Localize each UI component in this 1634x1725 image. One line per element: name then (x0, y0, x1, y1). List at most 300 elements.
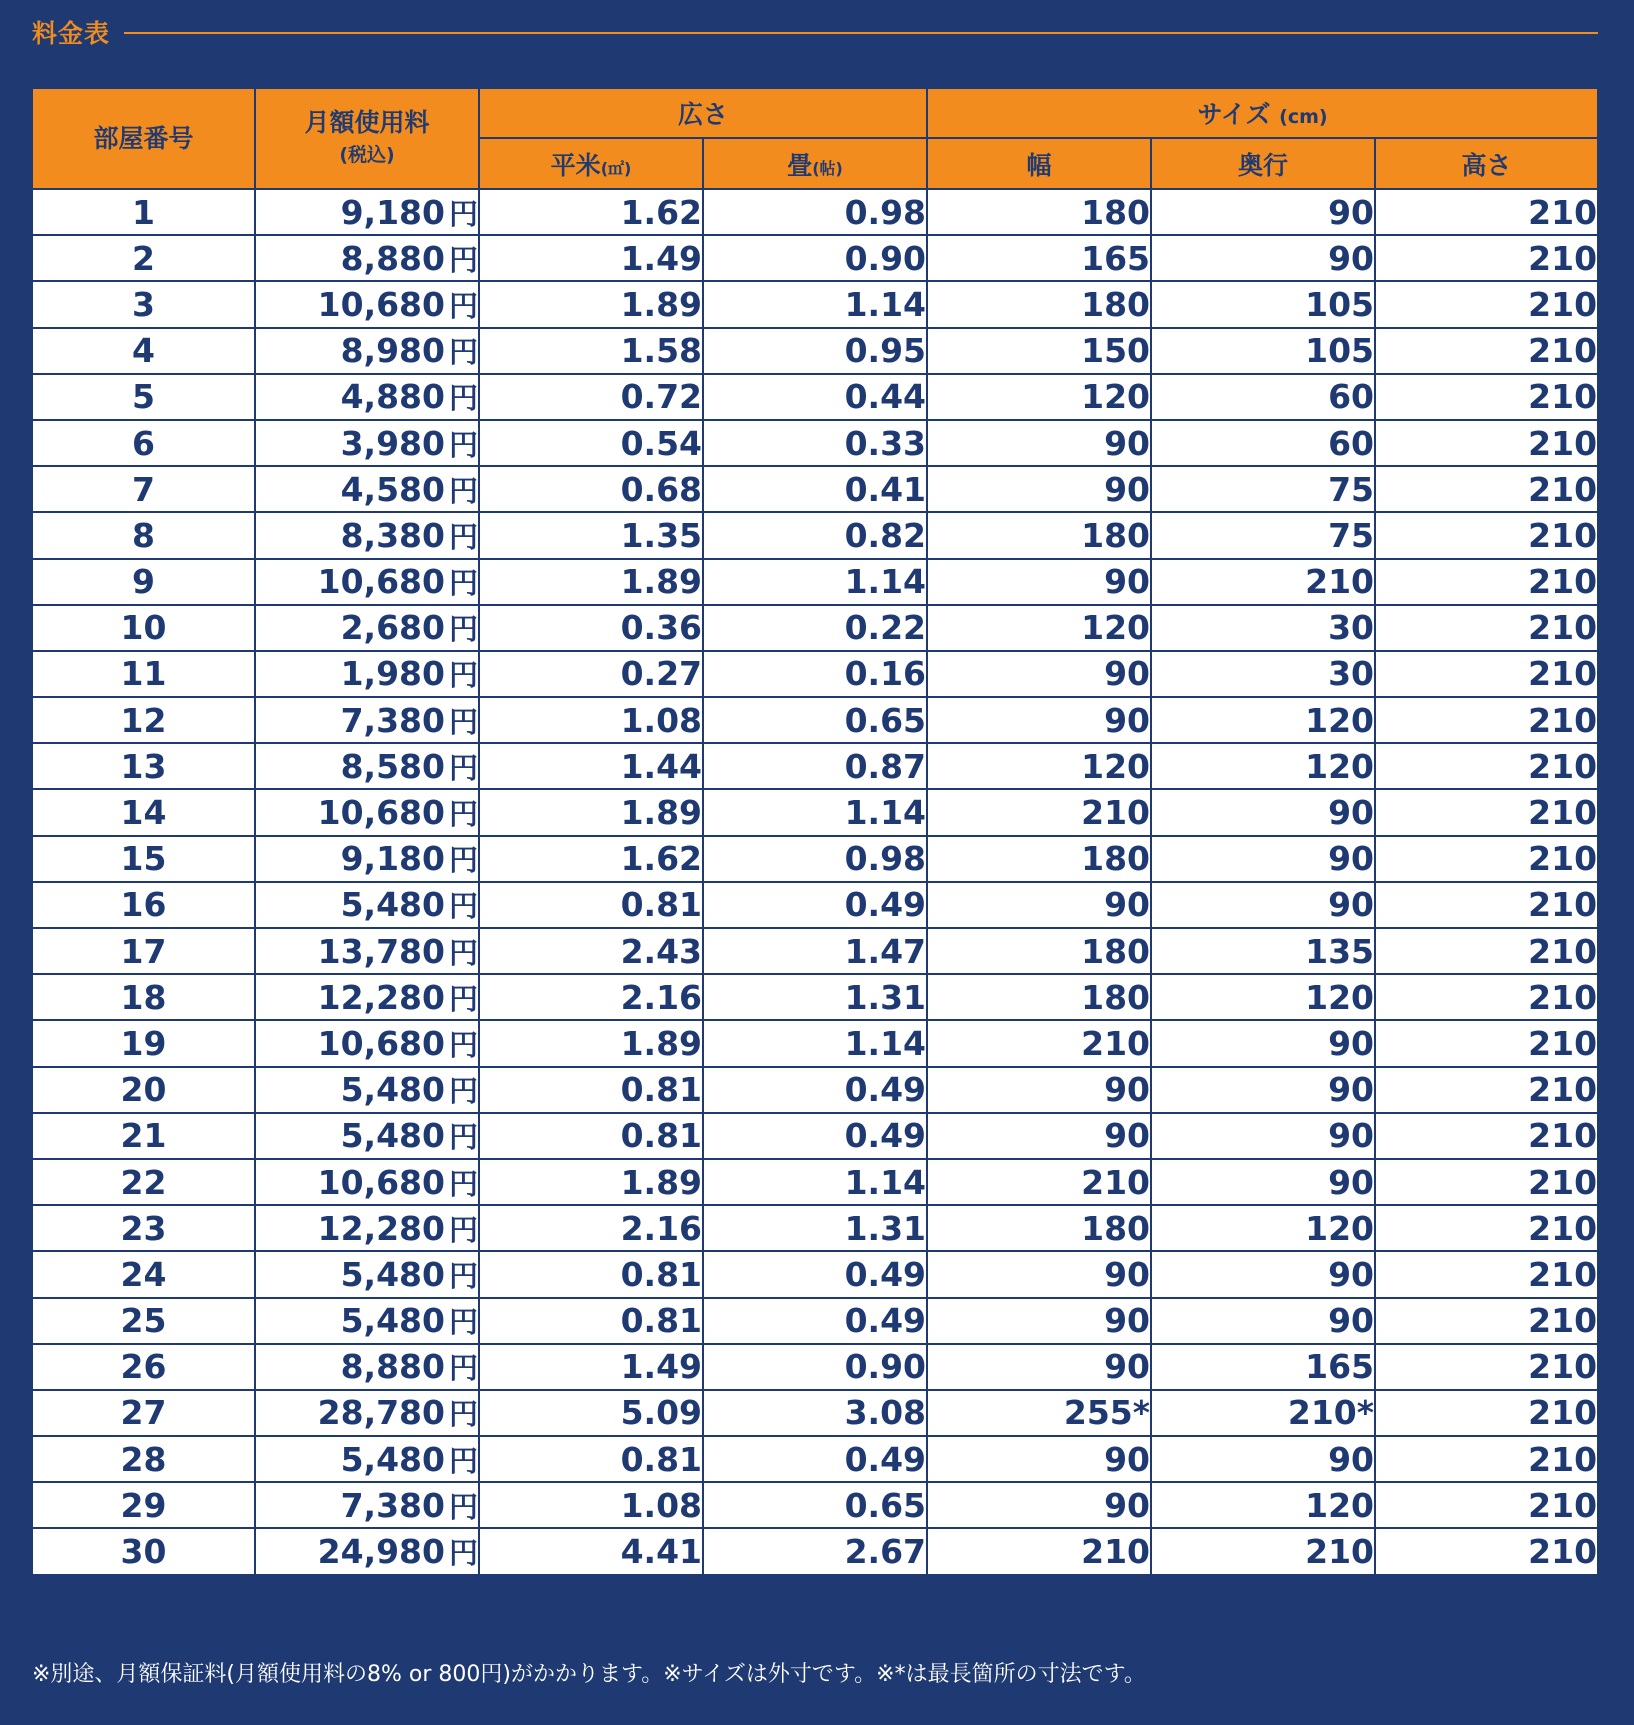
cell-depth (1151, 651, 1375, 697)
cell-width (927, 974, 1151, 1020)
cell-tatami (703, 743, 927, 789)
tatami-value: 0.98 (844, 839, 927, 879)
cell-width (927, 1020, 1151, 1066)
sqm-value: 0.68 (620, 469, 702, 509)
table-row (32, 189, 1598, 235)
cell-fee (255, 1205, 479, 1251)
cell-depth (1151, 974, 1375, 1020)
width-value: 210 (1081, 1023, 1151, 1063)
header-room-label: 部屋番号 (93, 123, 194, 153)
header-sqm-label: 平米 (550, 150, 601, 180)
height-value: 210 (1528, 1208, 1598, 1248)
cell-fee (255, 1482, 479, 1528)
header-height (1375, 138, 1598, 189)
room-value: 30 (120, 1532, 167, 1572)
cell-width (927, 1344, 1151, 1390)
height-value: 210 (1528, 700, 1598, 740)
currency-label: 円 (448, 1212, 478, 1247)
width-value: 255* (1063, 1393, 1151, 1433)
table-row (32, 466, 1598, 512)
currency-label: 円 (448, 519, 478, 554)
cell-fee (255, 1344, 479, 1390)
width-value: 120 (1081, 746, 1151, 786)
cell-tatami (703, 374, 927, 420)
cell-height (1375, 928, 1598, 974)
cell-tatami (703, 1067, 927, 1113)
width-value: 90 (1104, 885, 1151, 925)
cell-sqm (479, 420, 703, 466)
depth-value: 120 (1305, 1208, 1375, 1248)
width-value: 90 (1104, 469, 1151, 509)
cell-depth (1151, 466, 1375, 512)
tatami-value: 0.33 (844, 423, 927, 463)
cell-tatami (703, 1344, 927, 1390)
sqm-value: 0.81 (620, 1116, 702, 1156)
currency-label: 円 (448, 427, 478, 462)
table-row (32, 743, 1598, 789)
cell-room (32, 235, 255, 281)
cell-tatami (703, 1020, 927, 1066)
fee-value: 5,480 (340, 885, 445, 925)
cell-height (1375, 882, 1598, 928)
height-value: 210 (1528, 1532, 1598, 1572)
cell-tatami (703, 1251, 927, 1297)
cell-depth (1151, 1436, 1375, 1482)
depth-value: 120 (1305, 1485, 1375, 1525)
tatami-value: 1.47 (844, 931, 927, 971)
cell-depth (1151, 697, 1375, 743)
height-value: 210 (1528, 377, 1598, 417)
table-row (32, 559, 1598, 605)
fee-value: 5,480 (340, 1070, 445, 1110)
width-value: 180 (1081, 515, 1151, 555)
sqm-value: 0.81 (620, 885, 702, 925)
header-height-label: 高さ (1461, 150, 1512, 180)
depth-value: 90 (1328, 192, 1375, 232)
cell-depth (1151, 1113, 1375, 1159)
cell-height (1375, 789, 1598, 835)
cell-fee (255, 974, 479, 1020)
cell-room (32, 1205, 255, 1251)
table-row (32, 697, 1598, 743)
height-value: 210 (1528, 885, 1598, 925)
cell-width (927, 1482, 1151, 1528)
currency-label: 円 (448, 196, 478, 231)
cell-sqm (479, 1067, 703, 1113)
header-width-label: 幅 (1026, 150, 1052, 180)
cell-room (32, 1344, 255, 1390)
cell-fee (255, 1298, 479, 1344)
cell-tatami (703, 882, 927, 928)
sqm-value: 1.89 (620, 562, 702, 602)
cell-tatami (703, 235, 927, 281)
header-size (927, 88, 1598, 138)
cell-room (32, 328, 255, 374)
fee-value: 3,980 (340, 423, 445, 463)
cell-width (927, 697, 1151, 743)
cell-room (32, 1436, 255, 1482)
fee-value: 12,280 (317, 977, 445, 1017)
header-tatami-label: 畳 (787, 150, 813, 180)
cell-sqm (479, 1113, 703, 1159)
depth-value: 90 (1328, 1439, 1375, 1479)
cell-tatami (703, 281, 927, 327)
tatami-value: 0.49 (844, 1070, 927, 1110)
cell-room (32, 743, 255, 789)
sqm-value: 1.58 (620, 331, 702, 371)
fee-value: 4,880 (340, 377, 445, 417)
cell-width (927, 1528, 1151, 1574)
fee-value: 8,980 (340, 331, 445, 371)
cell-depth (1151, 420, 1375, 466)
room-value: 7 (132, 469, 155, 509)
cell-tatami (703, 1436, 927, 1482)
width-value: 90 (1104, 423, 1151, 463)
cell-sqm (479, 697, 703, 743)
fee-value: 9,180 (340, 192, 445, 232)
room-value: 27 (120, 1393, 167, 1433)
sqm-value: 0.81 (620, 1301, 702, 1341)
table-row (32, 974, 1598, 1020)
tatami-value: 3.08 (844, 1393, 927, 1433)
currency-label: 円 (448, 1166, 478, 1201)
cell-tatami (703, 789, 927, 835)
cell-height (1375, 1344, 1598, 1390)
sqm-value: 0.81 (620, 1439, 702, 1479)
width-value: 180 (1081, 284, 1151, 324)
width-value: 210 (1081, 1162, 1151, 1202)
room-value: 20 (120, 1070, 167, 1110)
header-size-label: サイズ (1197, 100, 1271, 129)
fee-value: 8,880 (340, 1347, 445, 1387)
room-value: 13 (120, 746, 167, 786)
table-row (32, 1205, 1598, 1251)
fee-value: 5,480 (340, 1301, 445, 1341)
fee-value: 5,480 (340, 1254, 445, 1294)
sqm-value: 1.89 (620, 1023, 702, 1063)
cell-depth (1151, 1020, 1375, 1066)
cell-height (1375, 605, 1598, 651)
room-value: 16 (120, 885, 167, 925)
height-value: 210 (1528, 931, 1598, 971)
width-value: 90 (1104, 1070, 1151, 1110)
table-row (32, 374, 1598, 420)
currency-label: 円 (448, 658, 478, 693)
header-depth-label: 奥行 (1238, 150, 1289, 180)
cell-room (32, 651, 255, 697)
sqm-value: 1.49 (620, 1347, 702, 1387)
depth-value: 90 (1328, 1116, 1375, 1156)
currency-label: 円 (448, 566, 478, 601)
cell-room (32, 1528, 255, 1574)
height-value: 210 (1528, 608, 1598, 648)
fee-value: 5,480 (340, 1439, 445, 1479)
cell-room (32, 928, 255, 974)
width-value: 180 (1081, 1208, 1151, 1248)
tatami-value: 0.49 (844, 1116, 927, 1156)
tatami-value: 0.90 (844, 238, 927, 278)
fee-value: 7,380 (340, 1485, 445, 1525)
cell-depth (1151, 559, 1375, 605)
table-row (32, 281, 1598, 327)
fee-value: 10,680 (317, 284, 445, 324)
cell-tatami (703, 928, 927, 974)
cell-width (927, 466, 1151, 512)
cell-sqm (479, 651, 703, 697)
height-value: 210 (1528, 562, 1598, 602)
sqm-value: 1.08 (620, 700, 702, 740)
height-value: 210 (1528, 1023, 1598, 1063)
width-value: 210 (1081, 793, 1151, 833)
currency-label: 円 (448, 1120, 478, 1155)
cell-sqm (479, 974, 703, 1020)
cell-fee (255, 1159, 479, 1205)
width-value: 120 (1081, 377, 1151, 417)
table-row (32, 1298, 1598, 1344)
table-row (32, 1159, 1598, 1205)
width-value: 90 (1104, 562, 1151, 602)
cell-fee (255, 836, 479, 882)
depth-value: 120 (1305, 746, 1375, 786)
fee-value: 12,280 (317, 1208, 445, 1248)
room-value: 12 (120, 700, 167, 740)
currency-label: 円 (448, 1351, 478, 1386)
cell-sqm (479, 1298, 703, 1344)
sqm-value: 1.89 (620, 1162, 702, 1202)
title-divider (124, 32, 1598, 34)
table-row (32, 928, 1598, 974)
cell-fee (255, 1020, 479, 1066)
sqm-value: 1.62 (620, 192, 702, 232)
page-title: 料金表 (32, 19, 111, 48)
depth-value: 120 (1305, 977, 1375, 1017)
height-value: 210 (1528, 1162, 1598, 1202)
cell-sqm (479, 466, 703, 512)
cell-width (927, 328, 1151, 374)
fee-value: 1,980 (340, 654, 445, 694)
width-value: 90 (1104, 1485, 1151, 1525)
depth-value: 210* (1287, 1393, 1375, 1433)
cell-width (927, 1390, 1151, 1436)
table-row (32, 836, 1598, 882)
header-row-top (32, 88, 1598, 138)
cell-room (32, 420, 255, 466)
cell-sqm (479, 1390, 703, 1436)
cell-room (32, 1020, 255, 1066)
height-value: 210 (1528, 423, 1598, 463)
cell-fee (255, 235, 479, 281)
room-value: 26 (120, 1347, 167, 1387)
fee-value: 10,680 (317, 562, 445, 602)
sqm-value: 0.27 (620, 654, 702, 694)
currency-label: 円 (448, 1027, 478, 1062)
cell-width (927, 1205, 1151, 1251)
sqm-value: 1.89 (620, 284, 702, 324)
cell-fee (255, 743, 479, 789)
currency-label: 円 (448, 335, 478, 370)
room-value: 11 (120, 654, 167, 694)
tatami-value: 0.65 (844, 700, 927, 740)
cell-room (32, 1482, 255, 1528)
cell-depth (1151, 1482, 1375, 1528)
table-header (32, 88, 1598, 189)
table-row (32, 1344, 1598, 1390)
cell-fee (255, 512, 479, 558)
cell-fee (255, 281, 479, 327)
table-row (32, 605, 1598, 651)
depth-value: 90 (1328, 839, 1375, 879)
cell-height (1375, 1436, 1598, 1482)
height-value: 210 (1528, 1116, 1598, 1156)
height-value: 210 (1528, 746, 1598, 786)
cell-sqm (479, 281, 703, 327)
table-row (32, 1113, 1598, 1159)
height-value: 210 (1528, 839, 1598, 879)
tatami-value: 0.49 (844, 1439, 927, 1479)
fee-value: 24,980 (317, 1532, 445, 1572)
room-value: 4 (132, 331, 155, 371)
width-value: 180 (1081, 977, 1151, 1017)
cell-height (1375, 189, 1598, 235)
depth-value: 30 (1328, 654, 1375, 694)
cell-width (927, 1436, 1151, 1482)
tatami-value: 1.31 (844, 1208, 927, 1248)
cell-depth (1151, 882, 1375, 928)
cell-fee (255, 1390, 479, 1436)
tatami-value: 0.65 (844, 1485, 927, 1525)
depth-value: 90 (1328, 1254, 1375, 1294)
cell-sqm (479, 1528, 703, 1574)
sqm-value: 1.89 (620, 793, 702, 833)
cell-sqm (479, 789, 703, 835)
cell-fee (255, 789, 479, 835)
cell-sqm (479, 1251, 703, 1297)
table-row (32, 1251, 1598, 1297)
cell-depth (1151, 605, 1375, 651)
cell-depth (1151, 374, 1375, 420)
tatami-value: 1.14 (844, 1023, 927, 1063)
cell-room (32, 974, 255, 1020)
cell-fee (255, 651, 479, 697)
cell-width (927, 1113, 1151, 1159)
room-value: 23 (120, 1208, 167, 1248)
tatami-value: 1.31 (844, 977, 927, 1017)
currency-label: 円 (448, 704, 478, 739)
cell-depth (1151, 512, 1375, 558)
width-value: 90 (1104, 654, 1151, 694)
currency-label: 円 (448, 473, 478, 508)
cell-room (32, 559, 255, 605)
cell-room (32, 1390, 255, 1436)
depth-value: 90 (1328, 885, 1375, 925)
cell-height (1375, 281, 1598, 327)
depth-value: 210 (1305, 562, 1375, 602)
depth-value: 210 (1305, 1532, 1375, 1572)
fee-value: 8,880 (340, 238, 445, 278)
cell-room (32, 1251, 255, 1297)
cell-height (1375, 1159, 1598, 1205)
tatami-value: 0.49 (844, 1254, 927, 1294)
sqm-value: 2.16 (620, 977, 702, 1017)
cell-tatami (703, 651, 927, 697)
cell-depth (1151, 1298, 1375, 1344)
header-depth (1151, 138, 1375, 189)
cell-fee (255, 559, 479, 605)
height-value: 210 (1528, 1254, 1598, 1294)
height-value: 210 (1528, 1485, 1598, 1525)
cell-width (927, 789, 1151, 835)
cell-width (927, 189, 1151, 235)
width-value: 90 (1104, 1439, 1151, 1479)
cell-sqm (479, 1436, 703, 1482)
fee-value: 28,780 (317, 1393, 445, 1433)
depth-value: 105 (1305, 331, 1375, 371)
currency-label: 円 (448, 612, 478, 647)
cell-tatami (703, 1482, 927, 1528)
table-row (32, 512, 1598, 558)
cell-depth (1151, 928, 1375, 974)
cell-depth (1151, 836, 1375, 882)
cell-height (1375, 1390, 1598, 1436)
cell-tatami (703, 420, 927, 466)
width-value: 120 (1081, 608, 1151, 648)
currency-label: 円 (448, 1443, 478, 1478)
room-value: 10 (120, 608, 167, 648)
width-value: 150 (1081, 331, 1151, 371)
sqm-value: 2.16 (620, 1208, 702, 1248)
tatami-value: 0.98 (844, 192, 927, 232)
cell-height (1375, 836, 1598, 882)
cell-sqm (479, 189, 703, 235)
room-value: 6 (132, 423, 155, 463)
tatami-value: 0.41 (844, 469, 927, 509)
room-value: 14 (120, 793, 167, 833)
cell-room (32, 836, 255, 882)
cell-room (32, 882, 255, 928)
cell-width (927, 512, 1151, 558)
cell-height (1375, 651, 1598, 697)
header-tatami-unit: (帖) (812, 158, 843, 178)
room-value: 2 (132, 238, 155, 278)
room-value: 19 (120, 1023, 167, 1063)
tatami-value: 0.87 (844, 746, 927, 786)
header-area-label: 広さ (678, 100, 729, 129)
sqm-value: 1.08 (620, 1485, 702, 1525)
tatami-value: 2.67 (844, 1532, 927, 1572)
fee-value: 10,680 (317, 1162, 445, 1202)
cell-depth (1151, 743, 1375, 789)
cell-width (927, 1159, 1151, 1205)
cell-room (32, 1298, 255, 1344)
depth-value: 120 (1305, 700, 1375, 740)
width-value: 90 (1104, 1347, 1151, 1387)
cell-tatami (703, 512, 927, 558)
cell-width (927, 651, 1151, 697)
table-row (32, 1436, 1598, 1482)
table-row (32, 882, 1598, 928)
cell-fee (255, 328, 479, 374)
sqm-value: 0.81 (620, 1070, 702, 1110)
currency-label: 円 (448, 843, 478, 878)
price-table (31, 87, 1599, 1576)
fee-value: 4,580 (340, 469, 445, 509)
currency-label: 円 (448, 1074, 478, 1109)
cell-width (927, 374, 1151, 420)
depth-value: 90 (1328, 1070, 1375, 1110)
tatami-value: 1.14 (844, 562, 927, 602)
cell-sqm (479, 743, 703, 789)
currency-label: 円 (448, 750, 478, 785)
